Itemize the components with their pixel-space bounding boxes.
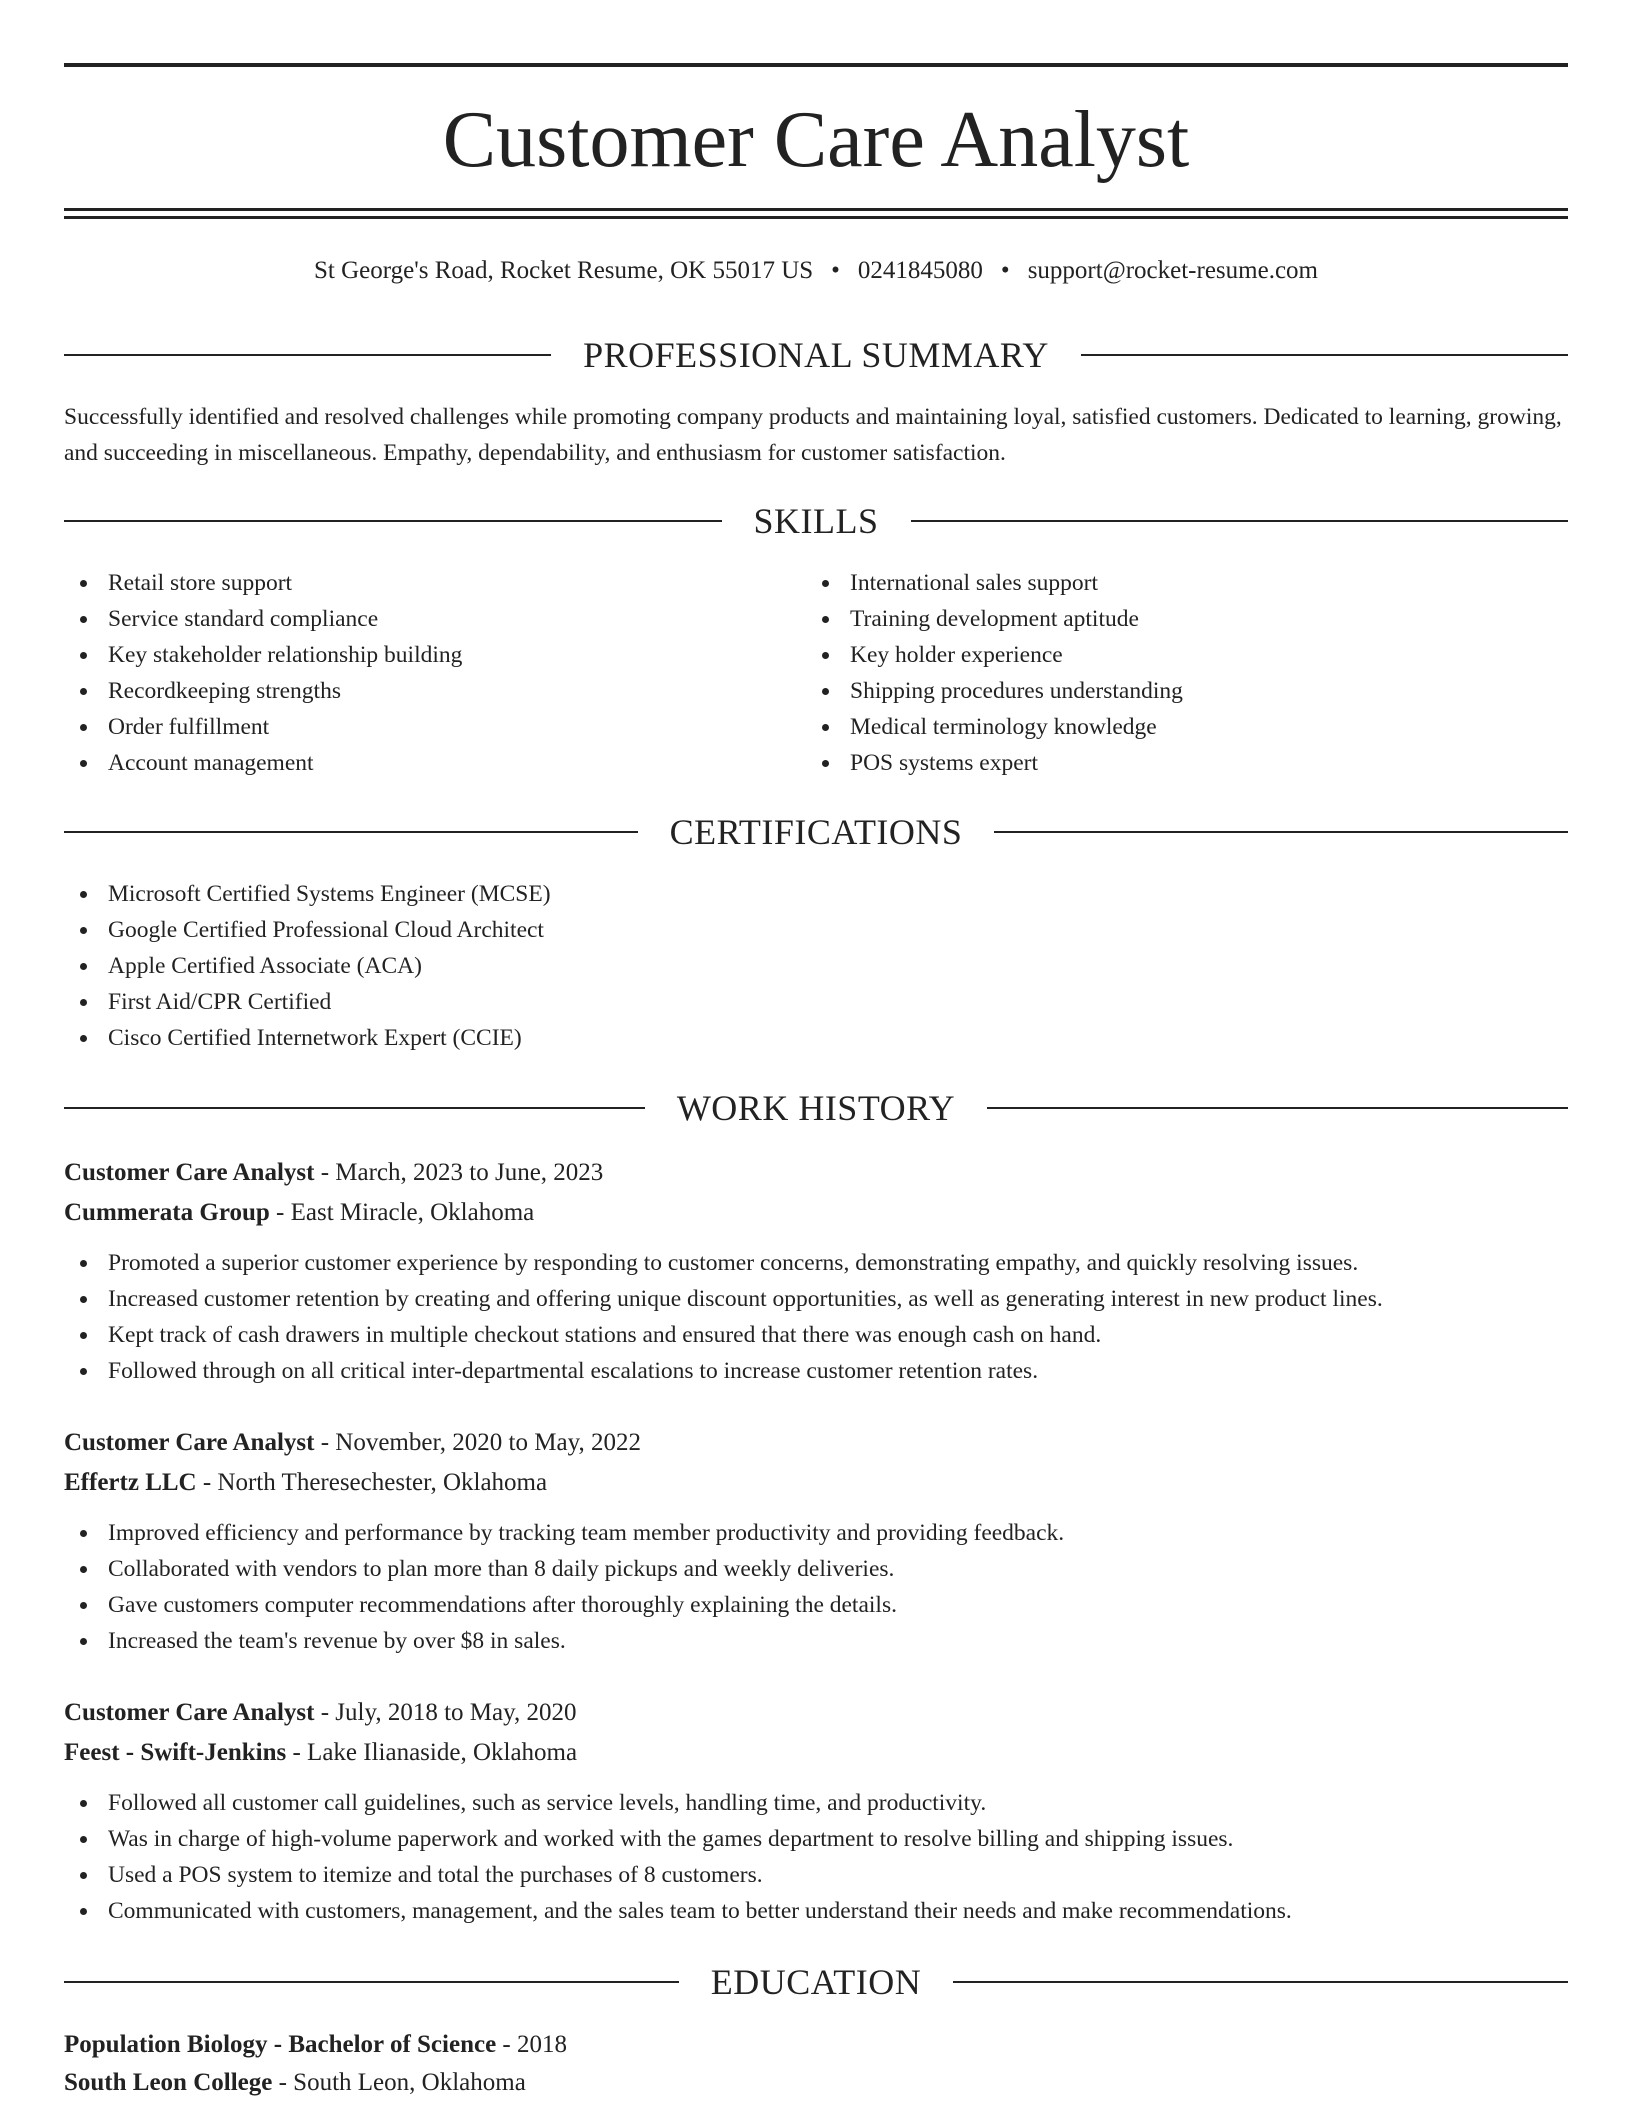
- contact-separator: •: [831, 257, 840, 284]
- summary-text: Successfully identified and resolved challenges while promoting company products and maintaining loyal, satisfied customers. Dedicated to learning, growing, and succeeding in miscellaneous. Empathy, dependability, and enthusiasm for customer satisfaction.: [64, 404, 1562, 466]
- education-location: - South Leon, Oklahoma: [272, 2069, 526, 2096]
- skill-item: International sales support: [806, 565, 1506, 601]
- section-label: WORK HISTORY: [676, 1088, 956, 1128]
- section-heading-certifications: [64, 810, 1568, 854]
- section-label: CERTIFICATIONS: [669, 812, 963, 852]
- top-rule: [64, 63, 1568, 67]
- job-bullet: Collaborated with vendors to plan more than 8 daily pickups and weekly deliveries.: [64, 1551, 1568, 1587]
- section-label: EDUCATION: [710, 1962, 922, 2002]
- skills-list-right: [806, 565, 1506, 781]
- job-bullet: Promoted a superior customer experience by responding to customer concerns, demonstrating empathy, and quickly resolving issues.: [64, 1245, 1568, 1281]
- job-company: Cummerata Group: [64, 1199, 270, 1226]
- job-entry: [64, 1693, 1568, 1929]
- job-bullets: [64, 1245, 1568, 1389]
- skill-item: Shipping procedures understanding: [806, 673, 1506, 709]
- job-location: - Lake Ilianaside, Oklahoma: [286, 1739, 578, 1766]
- skill-item: Medical terminology knowledge: [806, 709, 1506, 745]
- job-bullets: [64, 1785, 1568, 1929]
- job-dates: - March, 2023 to June, 2023: [314, 1159, 604, 1186]
- job-title: Customer Care Analyst: [64, 1699, 315, 1726]
- education-year: - 2018: [496, 2031, 567, 2058]
- certification-item: First Aid/CPR Certified: [64, 984, 551, 1020]
- title-rule-upper: [64, 208, 1568, 211]
- job-bullets: [64, 1515, 1568, 1659]
- section-heading-education: [64, 1960, 1568, 2004]
- skill-item: Key holder experience: [806, 637, 1506, 673]
- education-school: South Leon College: [64, 2069, 273, 2096]
- education-degree: Population Biology - Bachelor of Science: [64, 2031, 497, 2058]
- job-bullet: Communicated with customers, management, and the sales team to better understand their needs and make recommendations.: [64, 1893, 1568, 1929]
- job-location: - East Miracle, Oklahoma: [269, 1199, 535, 1226]
- skills-list-left: [64, 565, 764, 781]
- section-label: PROFESSIONAL SUMMARY: [583, 335, 1049, 375]
- job-bullet: Improved efficiency and performance by tracking team member productivity and providing feedback.: [64, 1515, 1568, 1551]
- skill-item: Retail store support: [64, 565, 764, 601]
- section-heading-summary: [64, 333, 1568, 377]
- section-heading-skills: [64, 499, 1568, 543]
- job-bullet: Used a POS system to itemize and total the purchases of 8 customers.: [64, 1857, 1568, 1893]
- skill-item: Recordkeeping strengths: [64, 673, 764, 709]
- certification-item: Microsoft Certified Systems Engineer (MCSE): [64, 876, 551, 912]
- job-company: Effertz LLC: [64, 1469, 197, 1496]
- job-entry: [64, 1153, 1568, 1389]
- contact-address: St George's Road, Rocket Resume, OK 55017 US: [314, 257, 814, 284]
- contact-phone: 0241845080: [857, 257, 983, 284]
- job-location: - North Theresechester, Oklahoma: [196, 1469, 548, 1496]
- job-dates: - November, 2020 to May, 2022: [314, 1429, 641, 1456]
- certification-item: Cisco Certified Internetwork Expert (CCIE): [64, 1020, 551, 1056]
- contact-email: support@rocket-resume.com: [1027, 257, 1318, 284]
- certification-item: Google Certified Professional Cloud Architect: [64, 912, 551, 948]
- contact-separator: •: [1000, 257, 1010, 284]
- education-entry: [64, 2026, 1568, 2102]
- skill-item: POS systems expert: [806, 745, 1506, 781]
- job-bullet: Increased the team's revenue by over $8 in sales.: [64, 1623, 1568, 1659]
- contact-line: [64, 253, 1568, 289]
- job-bullet: Increased customer retention by creating and offering unique discount opportunities, as well as generating interest in new product lines.: [64, 1281, 1568, 1317]
- skill-item: Training development aptitude: [806, 601, 1506, 637]
- section-heading-work: [64, 1086, 1568, 1130]
- job-bullet: Kept track of cash drawers in multiple checkout stations and ensured that there was enough cash on hand.: [64, 1317, 1568, 1353]
- job-bullet: Gave customers computer recommendations after thoroughly explaining the details.: [64, 1587, 1568, 1623]
- page-title: Customer Care Analyst: [442, 96, 1190, 184]
- skill-item: Key stakeholder relationship building: [64, 637, 764, 673]
- job-bullet: Followed all customer call guidelines, such as service levels, handling time, and productivity.: [64, 1785, 1568, 1821]
- section-label: SKILLS: [753, 501, 879, 541]
- job-entry: [64, 1423, 1568, 1659]
- job-title: Customer Care Analyst: [64, 1429, 315, 1456]
- certification-item: Apple Certified Associate (ACA): [64, 948, 551, 984]
- job-bullet: Followed through on all critical inter-departmental escalations to increase customer retention rates.: [64, 1353, 1568, 1389]
- job-title: Customer Care Analyst: [64, 1159, 315, 1186]
- skill-item: Account management: [64, 745, 764, 781]
- title-rule-lower: [64, 216, 1568, 219]
- job-dates: - July, 2018 to May, 2020: [314, 1699, 577, 1726]
- certifications-list: [64, 876, 551, 1056]
- skill-item: Order fulfillment: [64, 709, 764, 745]
- job-bullet: Was in charge of high-volume paperwork and worked with the games department to resolve billing and shipping issues.: [64, 1821, 1568, 1857]
- job-company: Feest - Swift-Jenkins: [64, 1739, 287, 1766]
- skill-item: Service standard compliance: [64, 601, 764, 637]
